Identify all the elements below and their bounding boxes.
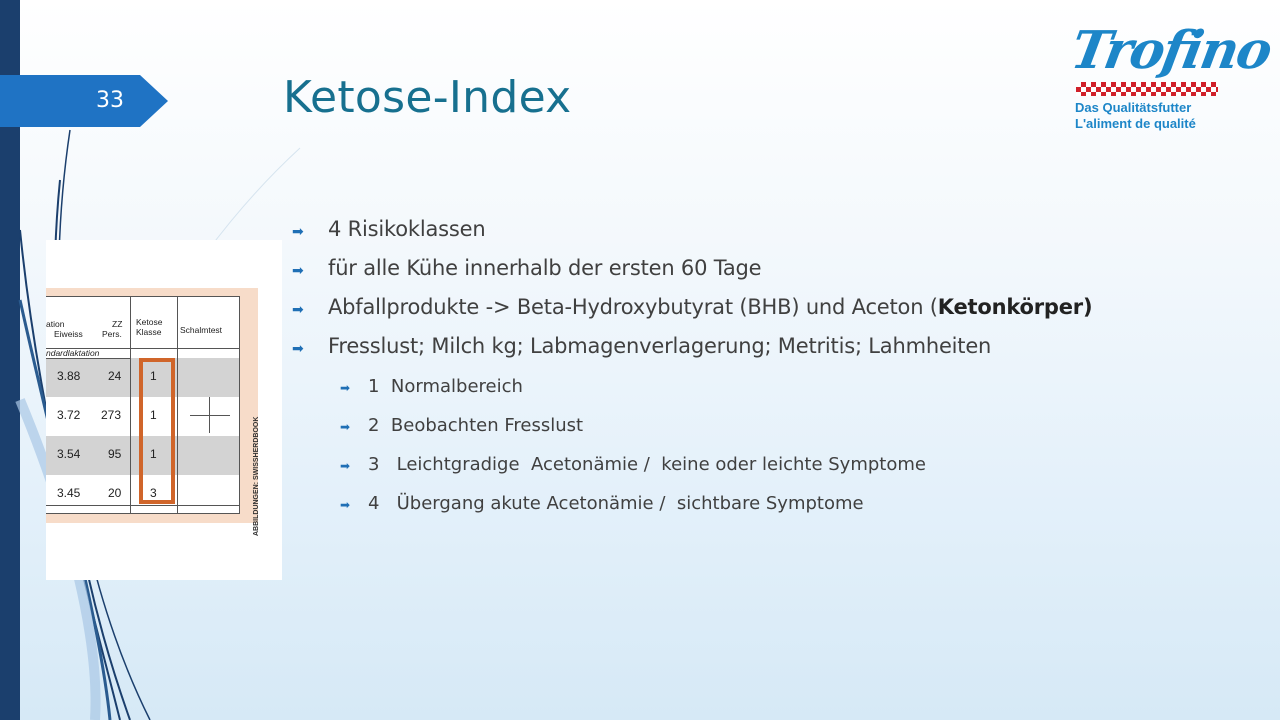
table-bottom-line <box>46 505 239 506</box>
arrow-bullet-icon: ➡ <box>292 301 304 317</box>
ketose-highlight-box <box>139 358 175 504</box>
sub-bullet-item <box>340 415 1192 436</box>
arrow-bullet-icon: ➡ <box>292 340 304 356</box>
page-number: 33 <box>96 88 124 113</box>
sub-bullet-item <box>340 454 1192 475</box>
arrow-bullet-icon: ➡ <box>340 459 351 473</box>
bullet-item <box>292 295 1192 319</box>
table-col-line <box>130 297 131 514</box>
sub-bullet-text: 2 Beobachten Fresslust <box>368 415 584 436</box>
cell-eiweiss: 3.88 <box>57 369 81 383</box>
arrow-bullet-icon: ➡ <box>292 262 304 278</box>
table-col-line <box>177 297 178 514</box>
bullet-text-plain: Abfallprodukte -> Beta-Hydroxybutyrat (BHB) und Aceton ( <box>328 295 938 319</box>
cell-eiweiss: 3.72 <box>57 408 81 422</box>
bullet-text: 4 Risikoklassen <box>328 217 486 241</box>
logo-checker-pattern <box>1076 82 1218 96</box>
cell-pers: 95 <box>108 447 122 461</box>
header-subheader: ndardlaktation <box>46 348 100 358</box>
schalmtest-cross <box>190 415 230 416</box>
cell-pers: 24 <box>108 369 122 383</box>
cell-klasse: 1 <box>150 408 157 422</box>
header-col2-line2: Pers. <box>102 329 122 339</box>
arrow-bullet-icon: ➡ <box>340 381 351 395</box>
logo-tagline-de: Das Qualitätsfutter <box>1075 100 1192 115</box>
logo-brand-text: Trofino <box>1066 20 1275 81</box>
ketose-table-image <box>46 240 282 580</box>
sub-bullet-item <box>340 493 1192 514</box>
arrow-bullet-icon: ➡ <box>340 498 351 512</box>
arrow-bullet-icon: ➡ <box>340 420 351 434</box>
header-col2-line1: ZZ <box>112 319 123 329</box>
sub-bullet-text: 1 Normalbereich <box>368 376 523 397</box>
sub-bullet-item <box>340 376 1192 397</box>
sub-bullet-text: 4 Übergang akute Acetonämie / sichtbare Symptome <box>368 493 864 514</box>
page-number-tab <box>0 75 168 127</box>
bullet-text-bold: Ketonkörper) <box>937 295 1093 319</box>
schalmtest-cross <box>209 397 210 433</box>
cell-eiweiss: 3.54 <box>57 447 81 461</box>
bullet-text: Fresslust; Milch kg; Labmagenverlagerung; Metritis; Lahmheiten <box>328 334 992 358</box>
bullet-text <box>328 295 1092 319</box>
cell-klasse: 1 <box>150 369 157 383</box>
arrow-bullet-icon: ➡ <box>292 223 304 239</box>
cell-pers: 273 <box>101 408 122 422</box>
bullet-item <box>292 217 1192 241</box>
cell-klasse: 1 <box>150 447 157 461</box>
bullet-text: für alle Kühe innerhalb der ersten 60 Tage <box>328 256 762 280</box>
cell-klasse: 3 <box>150 486 157 500</box>
image-side-caption: ABBILDUNGEN: SWISSHERDBOOK <box>253 416 260 536</box>
bullet-item <box>292 256 1192 280</box>
trofino-logo <box>1066 20 1275 135</box>
header-schalmtest: Schalmtest <box>180 325 223 335</box>
sub-bullet-text: 3 Leichtgradige Acetonämie / keine oder leichte Symptome <box>368 454 926 475</box>
table-subheader-line <box>46 358 130 359</box>
header-col1-line2: Eiweiss <box>54 329 83 339</box>
header-ketose-line1: Ketose <box>136 317 163 327</box>
cell-eiweiss: 3.45 <box>57 486 81 500</box>
header-col1-line1: ation <box>46 319 65 329</box>
table-inner <box>46 296 240 514</box>
header-ketose-line2: Klasse <box>136 327 162 337</box>
logo-tagline-fr: L'aliment de qualité <box>1075 116 1196 131</box>
cell-pers: 20 <box>108 486 122 500</box>
bullet-item <box>292 334 1192 358</box>
slide-title: Ketose-Index <box>283 72 572 123</box>
table-frame <box>46 288 258 523</box>
bullet-list <box>292 217 1192 532</box>
